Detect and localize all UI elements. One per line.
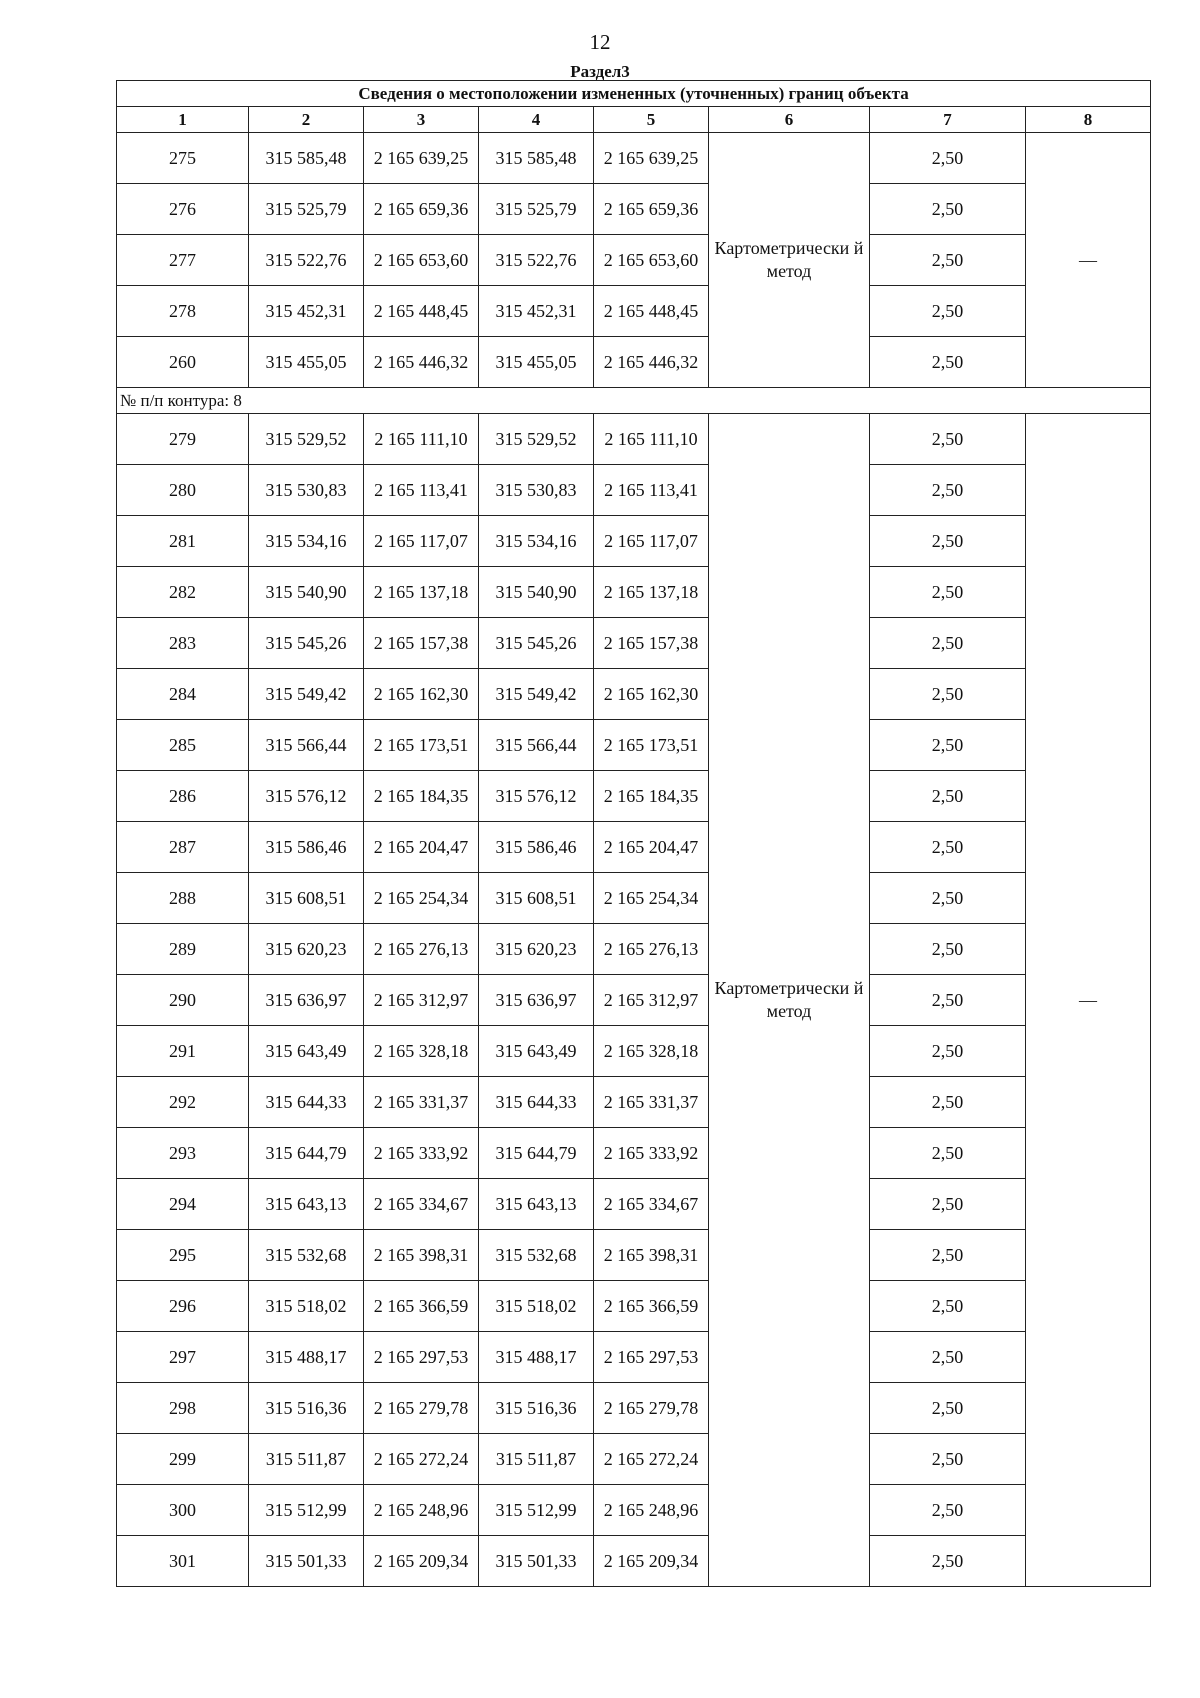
y-refined: 2 165 446,32 [594,337,709,388]
accuracy-value: 2,50 [870,1485,1026,1536]
point-number: 296 [117,1281,249,1332]
accuracy-value: 2,50 [870,771,1026,822]
y-refined: 2 165 279,78 [594,1383,709,1434]
y-refined: 2 165 398,31 [594,1230,709,1281]
point-number: 276 [117,184,249,235]
table-row [117,1434,1151,1485]
accuracy-value: 2,50 [870,1077,1026,1128]
column-number: 6 [709,107,870,133]
x-existing: 315 518,02 [249,1281,364,1332]
x-existing: 315 644,33 [249,1077,364,1128]
point-number: 295 [117,1230,249,1281]
x-existing: 315 636,97 [249,975,364,1026]
y-existing: 2 165 328,18 [364,1026,479,1077]
point-number: 300 [117,1485,249,1536]
y-refined: 2 165 209,34 [594,1536,709,1587]
x-refined: 315 586,46 [479,822,594,873]
accuracy-value: 2,50 [870,720,1026,771]
y-existing: 2 165 448,45 [364,286,479,337]
point-number: 290 [117,975,249,1026]
y-refined: 2 165 162,30 [594,669,709,720]
y-refined: 2 165 184,35 [594,771,709,822]
column-number-row [117,107,1151,133]
point-number: 280 [117,465,249,516]
accuracy-value: 2,50 [870,235,1026,286]
x-refined: 315 643,13 [479,1179,594,1230]
x-existing: 315 534,16 [249,516,364,567]
table-row [117,414,1151,465]
x-refined: 315 530,83 [479,465,594,516]
y-existing: 2 165 204,47 [364,822,479,873]
point-number: 294 [117,1179,249,1230]
table-row [117,822,1151,873]
point-number: 297 [117,1332,249,1383]
y-existing: 2 165 254,34 [364,873,479,924]
table-row [117,184,1151,235]
accuracy-value: 2,50 [870,516,1026,567]
x-refined: 315 644,79 [479,1128,594,1179]
x-existing: 315 516,36 [249,1383,364,1434]
point-number: 281 [117,516,249,567]
contour-label: № п/п контура: 8 [117,388,1151,414]
method-cell: Картометрически й метод [709,133,870,388]
x-refined: 315 511,87 [479,1434,594,1485]
y-refined: 2 165 248,96 [594,1485,709,1536]
y-refined: 2 165 653,60 [594,235,709,286]
column-number: 1 [117,107,249,133]
accuracy-value: 2,50 [870,414,1026,465]
x-existing: 315 525,79 [249,184,364,235]
point-number: 282 [117,567,249,618]
x-refined: 315 540,90 [479,567,594,618]
x-existing: 315 576,12 [249,771,364,822]
x-refined: 315 516,36 [479,1383,594,1434]
point-number: 285 [117,720,249,771]
point-number: 277 [117,235,249,286]
accuracy-value: 2,50 [870,1128,1026,1179]
y-existing: 2 165 446,32 [364,337,479,388]
column-number: 7 [870,107,1026,133]
table-row [117,1077,1151,1128]
accuracy-value: 2,50 [870,1026,1026,1077]
y-existing: 2 165 157,38 [364,618,479,669]
y-existing: 2 165 209,34 [364,1536,479,1587]
x-refined: 315 608,51 [479,873,594,924]
accuracy-value: 2,50 [870,822,1026,873]
x-existing: 315 522,76 [249,235,364,286]
x-refined: 315 455,05 [479,337,594,388]
table-row [117,1179,1151,1230]
y-refined: 2 165 312,97 [594,975,709,1026]
x-existing: 315 643,49 [249,1026,364,1077]
point-number: 299 [117,1434,249,1485]
table-row [117,1332,1151,1383]
x-refined: 315 545,26 [479,618,594,669]
table-row [117,1536,1151,1587]
x-refined: 315 525,79 [479,184,594,235]
table-row [117,286,1151,337]
y-refined: 2 165 276,13 [594,924,709,975]
y-existing: 2 165 333,92 [364,1128,479,1179]
column-number: 3 [364,107,479,133]
x-refined: 315 549,42 [479,669,594,720]
point-number: 286 [117,771,249,822]
point-number: 288 [117,873,249,924]
column-number: 2 [249,107,364,133]
accuracy-value: 2,50 [870,1434,1026,1485]
point-number: 287 [117,822,249,873]
point-number: 279 [117,414,249,465]
x-existing: 315 545,26 [249,618,364,669]
y-existing: 2 165 366,59 [364,1281,479,1332]
accuracy-value: 2,50 [870,975,1026,1026]
x-existing: 315 488,17 [249,1332,364,1383]
point-number: 293 [117,1128,249,1179]
point-number: 284 [117,669,249,720]
y-refined: 2 165 334,67 [594,1179,709,1230]
accuracy-value: 2,50 [870,1332,1026,1383]
table-row [117,337,1151,388]
y-refined: 2 165 137,18 [594,567,709,618]
y-refined: 2 165 157,38 [594,618,709,669]
point-number: 289 [117,924,249,975]
accuracy-value: 2,50 [870,1281,1026,1332]
x-existing: 315 512,99 [249,1485,364,1536]
x-existing: 315 455,05 [249,337,364,388]
accuracy-value: 2,50 [870,337,1026,388]
y-existing: 2 165 248,96 [364,1485,479,1536]
x-existing: 315 540,90 [249,567,364,618]
x-refined: 315 532,68 [479,1230,594,1281]
x-existing: 315 643,13 [249,1179,364,1230]
table-row [117,1026,1151,1077]
x-refined: 315 529,52 [479,414,594,465]
x-refined: 315 488,17 [479,1332,594,1383]
accuracy-value: 2,50 [870,873,1026,924]
y-existing: 2 165 272,24 [364,1434,479,1485]
table-caption-row [117,81,1151,107]
table-row [117,1128,1151,1179]
y-existing: 2 165 398,31 [364,1230,479,1281]
table-row [117,975,1151,1026]
table-row [117,465,1151,516]
y-refined: 2 165 272,24 [594,1434,709,1485]
x-existing: 315 549,42 [249,669,364,720]
accuracy-value: 2,50 [870,184,1026,235]
x-existing: 315 532,68 [249,1230,364,1281]
x-refined: 315 636,97 [479,975,594,1026]
y-existing: 2 165 276,13 [364,924,479,975]
column-number: 5 [594,107,709,133]
x-refined: 315 534,16 [479,516,594,567]
table-row [117,669,1151,720]
accuracy-value: 2,50 [870,669,1026,720]
section-label: Раздел3 [570,62,630,81]
table-row [117,1230,1151,1281]
y-refined: 2 165 297,53 [594,1332,709,1383]
table-row [117,1485,1151,1536]
table-row [117,618,1151,669]
table-row [117,567,1151,618]
accuracy-value: 2,50 [870,567,1026,618]
y-existing: 2 165 653,60 [364,235,479,286]
note-cell: — [1026,133,1151,388]
point-number: 298 [117,1383,249,1434]
accuracy-value: 2,50 [870,618,1026,669]
y-existing: 2 165 659,36 [364,184,479,235]
x-existing: 315 566,44 [249,720,364,771]
x-refined: 315 644,33 [479,1077,594,1128]
y-refined: 2 165 448,45 [594,286,709,337]
accuracy-value: 2,50 [870,286,1026,337]
x-refined: 315 522,76 [479,235,594,286]
x-refined: 315 518,02 [479,1281,594,1332]
y-existing: 2 165 279,78 [364,1383,479,1434]
coordinates-table [116,80,1151,1587]
x-existing: 315 452,31 [249,286,364,337]
point-number: 278 [117,286,249,337]
table-row [117,1383,1151,1434]
x-existing: 315 501,33 [249,1536,364,1587]
point-number: 275 [117,133,249,184]
y-refined: 2 165 111,10 [594,414,709,465]
y-refined: 2 165 333,92 [594,1128,709,1179]
accuracy-value: 2,50 [870,1230,1026,1281]
y-existing: 2 165 184,35 [364,771,479,822]
y-refined: 2 165 639,25 [594,133,709,184]
y-existing: 2 165 639,25 [364,133,479,184]
table-row [117,873,1151,924]
x-existing: 315 608,51 [249,873,364,924]
x-refined: 315 643,49 [479,1026,594,1077]
table-caption: Сведения о местоположении измененных (уточненных) границ объекта [117,81,1151,107]
y-refined: 2 165 659,36 [594,184,709,235]
accuracy-value: 2,50 [870,1383,1026,1434]
contour-row [117,388,1151,414]
x-refined: 315 620,23 [479,924,594,975]
y-existing: 2 165 113,41 [364,465,479,516]
x-existing: 315 644,79 [249,1128,364,1179]
page-number: 12 [589,30,611,54]
point-number: 260 [117,337,249,388]
y-existing: 2 165 117,07 [364,516,479,567]
y-existing: 2 165 331,37 [364,1077,479,1128]
y-refined: 2 165 331,37 [594,1077,709,1128]
y-existing: 2 165 173,51 [364,720,479,771]
x-existing: 315 529,52 [249,414,364,465]
method-cell: Картометрически й метод [709,414,870,1587]
accuracy-value: 2,50 [870,1536,1026,1587]
x-refined: 315 576,12 [479,771,594,822]
y-refined: 2 165 173,51 [594,720,709,771]
x-refined: 315 566,44 [479,720,594,771]
column-number: 4 [479,107,594,133]
accuracy-value: 2,50 [870,133,1026,184]
x-existing: 315 530,83 [249,465,364,516]
accuracy-value: 2,50 [870,1179,1026,1230]
table-row [117,1281,1151,1332]
x-refined: 315 501,33 [479,1536,594,1587]
table-row [117,924,1151,975]
table-row [117,235,1151,286]
y-existing: 2 165 312,97 [364,975,479,1026]
point-number: 291 [117,1026,249,1077]
x-existing: 315 586,46 [249,822,364,873]
y-refined: 2 165 328,18 [594,1026,709,1077]
table-row [117,133,1151,184]
note-cell: — [1026,414,1151,1587]
table-row [117,771,1151,822]
y-refined: 2 165 113,41 [594,465,709,516]
x-existing: 315 511,87 [249,1434,364,1485]
x-refined: 315 585,48 [479,133,594,184]
y-refined: 2 165 366,59 [594,1281,709,1332]
y-refined: 2 165 117,07 [594,516,709,567]
y-existing: 2 165 162,30 [364,669,479,720]
table-row [117,720,1151,771]
column-number: 8 [1026,107,1151,133]
x-refined: 315 452,31 [479,286,594,337]
table-row [117,516,1151,567]
y-existing: 2 165 334,67 [364,1179,479,1230]
point-number: 283 [117,618,249,669]
x-existing: 315 585,48 [249,133,364,184]
x-refined: 315 512,99 [479,1485,594,1536]
y-refined: 2 165 204,47 [594,822,709,873]
point-number: 292 [117,1077,249,1128]
y-existing: 2 165 111,10 [364,414,479,465]
point-number: 301 [117,1536,249,1587]
y-refined: 2 165 254,34 [594,873,709,924]
y-existing: 2 165 297,53 [364,1332,479,1383]
x-existing: 315 620,23 [249,924,364,975]
accuracy-value: 2,50 [870,924,1026,975]
y-existing: 2 165 137,18 [364,567,479,618]
accuracy-value: 2,50 [870,465,1026,516]
